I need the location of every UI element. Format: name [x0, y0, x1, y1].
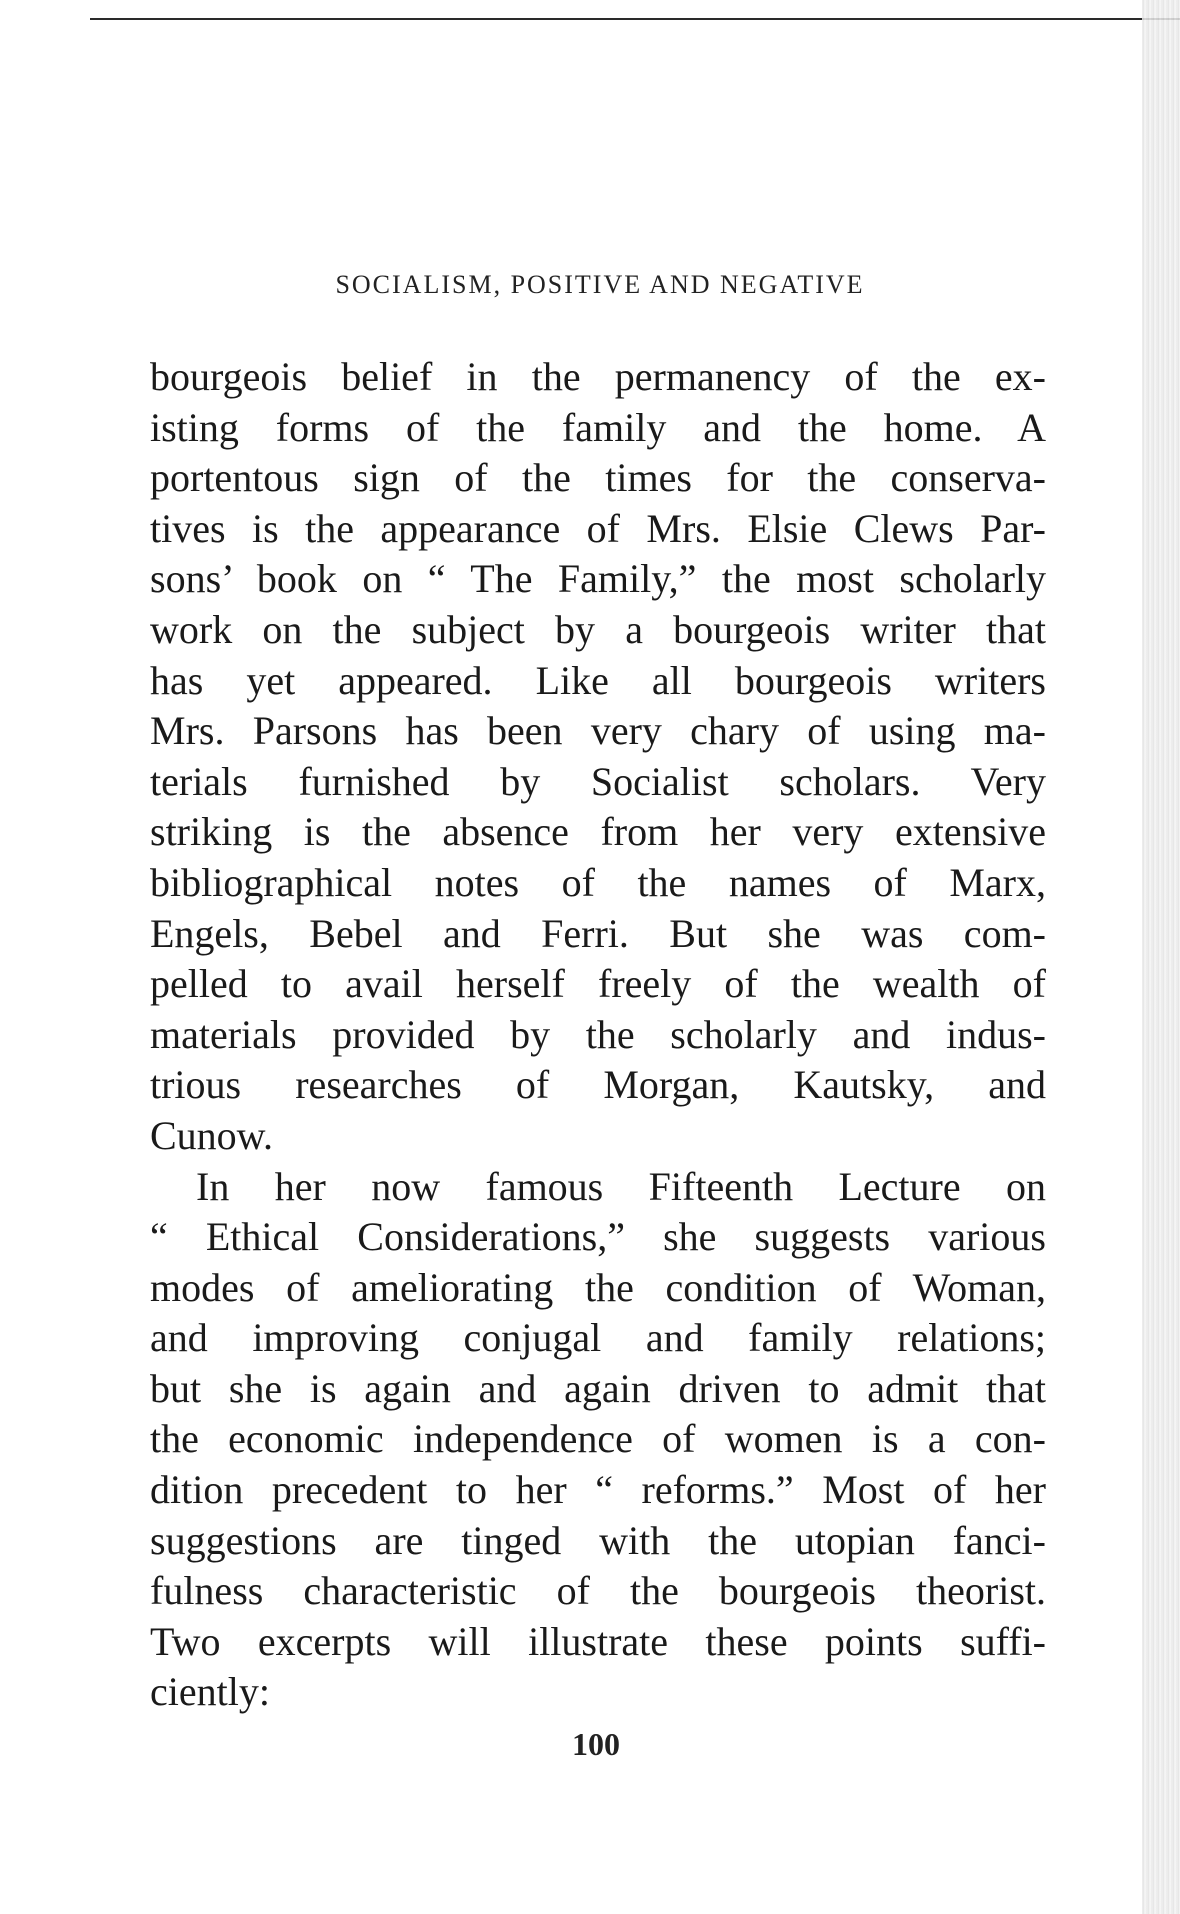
text-line: and improving conjugal and family relations;: [150, 1315, 1046, 1361]
text-line: modes of ameliorating the condition of Woman,: [150, 1264, 1046, 1310]
text-line: In her now famous Fifteenth Lecture on: [196, 1163, 1046, 1209]
running-head-text: SOCIALISM, POSITIVE AND NEGATIVE: [335, 270, 865, 299]
text-line: the economic independence of women is a con-: [150, 1416, 1046, 1462]
text-line: portentous sign of the times for the conserva-: [150, 455, 1046, 501]
text-line: fulness characteristic of the bourgeois theorist.: [150, 1568, 1046, 1614]
text-line: Engels, Bebel and Ferri. But she was com-: [150, 910, 1046, 956]
paragraph-1: [150, 352, 1046, 1162]
text-line: Cunow.: [150, 1112, 273, 1158]
text-line: ciently:: [150, 1669, 270, 1715]
text-line: has yet appeared. Like all bourgeois writers: [150, 657, 1046, 703]
text-line: striking is the absence from her very extensive: [150, 809, 1046, 855]
text-line: tives is the appearance of Mrs. Elsie Clews Par-: [150, 505, 1046, 551]
running-head: [0, 270, 1180, 300]
top-rule: [90, 18, 1180, 20]
text-line: materials provided by the scholarly and indus-: [150, 1011, 1046, 1057]
text-line: sons’ book on “ The Family,” the most scholarly: [150, 556, 1046, 602]
body-text: [150, 352, 1046, 1718]
page-number-text: 100: [572, 1726, 620, 1762]
paragraph-2: [150, 1162, 1046, 1719]
text-line: isting forms of the family and the home. A: [150, 404, 1046, 450]
text-line: bourgeois belief in the permanency of the ex-: [150, 354, 1046, 399]
text-line: bibliographical notes of the names of Marx,: [150, 859, 1046, 905]
text-line: Two excerpts will illustrate these points suffi-: [150, 1618, 1046, 1664]
text-line: pelled to avail herself freely of the wealth of: [150, 961, 1046, 1007]
text-line: but she is again and again driven to admit that: [150, 1365, 1046, 1411]
text-line: “ Ethical Considerations,” she suggests various: [150, 1214, 1046, 1260]
page-number: [0, 1726, 1180, 1763]
text-line: work on the subject by a bourgeois writer that: [150, 606, 1046, 652]
text-line: dition precedent to her “ reforms.” Most of her: [150, 1467, 1046, 1513]
text-line: terials furnished by Socialist scholars. Very: [150, 758, 1046, 804]
text-line: suggestions are tinged with the utopian fanci-: [150, 1517, 1046, 1563]
text-line: Mrs. Parsons has been very chary of using ma-: [150, 708, 1046, 754]
text-line: trious researches of Morgan, Kautsky, and: [150, 1062, 1046, 1108]
